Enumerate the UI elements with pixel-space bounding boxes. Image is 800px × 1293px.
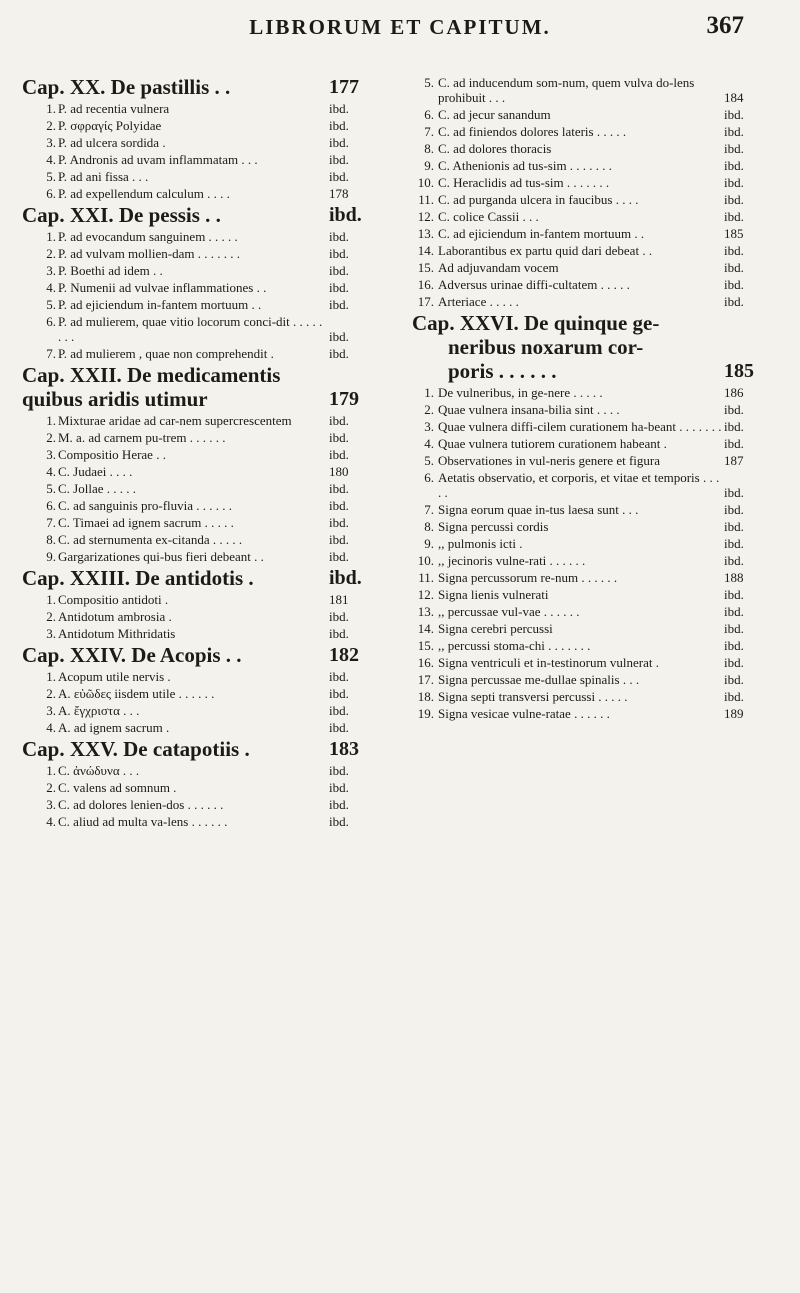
entry-text: Gargarizationes qui-bus fieri debeant . . (58, 549, 264, 564)
page-reference: 177 (329, 76, 359, 98)
entry-text: C. ad inducendum som-num, quem vulva do-lens prohibuit . . . (438, 75, 695, 105)
entry-number: 2. (46, 686, 56, 701)
index-entry (22, 229, 387, 244)
entry-text: C. ad jecur sanandum (438, 107, 551, 122)
entry-number: 2. (424, 402, 434, 417)
index-entry (412, 158, 782, 173)
index-entry (412, 141, 782, 156)
entry-text: P. ad ani fissa . . . (58, 169, 149, 184)
entry-text: ,, pulmonis icti . (438, 536, 523, 551)
page-reference: ibd. (329, 703, 349, 718)
index-entry (22, 797, 387, 812)
page-reference: ibd. (329, 297, 349, 312)
entry-text: C. ἀνώδυνα . . . (58, 763, 140, 778)
entry-text: P. σφραγίς Polyidae (58, 118, 162, 133)
page-reference: ibd. (329, 135, 349, 150)
entry-text: Compositio antidoti . (58, 592, 169, 607)
page-reference: ibd. (724, 419, 744, 434)
page-reference: ibd. (724, 243, 744, 258)
entry-text: Signa cerebri percussi (438, 621, 553, 636)
page-reference: ibd. (329, 152, 349, 167)
page-reference: ibd. (329, 515, 349, 530)
page-reference: ibd. (329, 626, 349, 641)
index-entry (412, 277, 782, 292)
index-entry (22, 186, 387, 201)
page-reference: ibd. (329, 609, 349, 624)
entry-text: C. aliud ad multa va-lens . . . . . . (58, 814, 228, 829)
entry-number: 17. (417, 294, 434, 309)
index-entry (22, 592, 387, 607)
page-reference: ibd. (329, 686, 349, 701)
page-reference: ibd. (329, 498, 349, 513)
entry-number: 3. (46, 447, 56, 462)
entry-text: P. ad mulierem , quae non comprehendit . (58, 346, 274, 361)
chapter-title: Cap. XX. De pastillis . . (22, 75, 231, 99)
page-reference: ibd. (329, 169, 349, 184)
page-reference: ibd. (329, 118, 349, 133)
entry-text: Quae vulnera tutiorem curationem habeant . (438, 436, 667, 451)
page-reference: ibd. (329, 797, 349, 812)
entry-number: 9. (424, 536, 434, 551)
page-reference: ibd. (329, 567, 362, 589)
page-reference: ibd. (724, 260, 744, 275)
entry-number: 3. (46, 626, 56, 641)
entry-number: 14. (417, 243, 434, 258)
page-reference: ibd. (329, 720, 349, 735)
entry-text: Mixturae aridae ad car-nem supercrescentem (58, 413, 292, 428)
entry-number: 13. (417, 226, 434, 241)
page-reference: 184 (724, 90, 744, 105)
entry-number: 8. (424, 141, 434, 156)
entry-number: 5. (424, 453, 434, 468)
entry-text: Antidotum ambrosia . (58, 609, 172, 624)
entry-number: 6. (46, 186, 56, 201)
page-reference: ibd. (724, 485, 744, 500)
page-reference: ibd. (724, 175, 744, 190)
page-reference: ibd. (724, 107, 744, 122)
entry-text: C. Athenionis ad tus-sim . . . . . . . (438, 158, 613, 173)
entry-number: 2. (46, 246, 56, 261)
entry-text: Ad adjuvandam vocem (438, 260, 559, 275)
index-entry (412, 453, 782, 468)
page-reference: ibd. (329, 447, 349, 462)
chapter-heading (22, 363, 387, 411)
entry-text: De vulneribus, in ge-nere . . . . . (438, 385, 603, 400)
index-entry (412, 124, 782, 139)
chapter-heading (22, 737, 387, 761)
entry-text: Signa eorum quae in-tus laesa sunt . . . (438, 502, 639, 517)
entry-number: 7. (46, 346, 56, 361)
index-entry (22, 780, 387, 795)
page-reference: ibd. (724, 277, 744, 292)
index-entry (412, 604, 782, 619)
entry-number: 5. (46, 297, 56, 312)
running-header: LIBRORUM ET CAPITUM. (249, 15, 551, 39)
page-reference: ibd. (724, 655, 744, 670)
entry-number: 5. (46, 481, 56, 496)
index-entry (412, 519, 782, 534)
entry-number: 16. (417, 277, 434, 292)
page-reference: ibd. (329, 280, 349, 295)
index-entry (412, 243, 782, 258)
entry-number: 17. (417, 672, 434, 687)
entry-number: 5. (46, 169, 56, 184)
page-reference: 181 (329, 592, 349, 607)
entry-text: A. ἔγχριστα . . . (58, 703, 140, 718)
entry-number: 7. (46, 515, 56, 530)
entry-text: Quae vulnera diffi-cilem curationem ha-beant . . . . . . . (438, 419, 722, 434)
entry-number: 4. (424, 436, 434, 451)
entry-text: Arteriace . . . . . (438, 294, 519, 309)
entry-text: C. valens ad somnum . (58, 780, 177, 795)
entry-text: C. ad purganda ulcera in faucibus . . . . (438, 192, 639, 207)
entry-number: 4. (46, 464, 56, 479)
page-reference: ibd. (329, 101, 349, 116)
index-entry (412, 294, 782, 309)
page-reference: ibd. (329, 346, 349, 361)
chapter-title: Cap. XXIII. De antidotis . (22, 566, 254, 590)
page-reference: ibd. (724, 141, 744, 156)
entry-text: C. Timaei ad ignem sacrum . . . . . (58, 515, 234, 530)
page-reference: ibd. (329, 763, 349, 778)
index-entry (22, 549, 387, 564)
page-reference: 182 (329, 644, 359, 666)
page-reference: ibd. (724, 209, 744, 224)
index-entry (22, 169, 387, 184)
entry-text: C. ad sanguinis pro-fluvia . . . . . . (58, 498, 233, 513)
entry-text: C. Judaei . . . . (58, 464, 133, 479)
page-reference: ibd. (724, 192, 744, 207)
entry-number: 7. (424, 124, 434, 139)
page-reference: ibd. (724, 402, 744, 417)
entry-number: 3. (46, 703, 56, 718)
entry-text: C. ad finiendos dolores lateris . . . . . (438, 124, 627, 139)
entry-text: ,, percussae vul-vae . . . . . . (438, 604, 580, 619)
index-entry (412, 192, 782, 207)
page-reference: ibd. (724, 672, 744, 687)
page-reference: ibd. (329, 780, 349, 795)
index-entry (412, 175, 782, 190)
entry-text: Antidotum Mithridatis (58, 626, 176, 641)
entry-text: Adversus urinae diffi-cultatem . . . . . (438, 277, 630, 292)
index-entry (412, 536, 782, 551)
chapter-heading (22, 203, 387, 227)
page-reference: ibd. (724, 436, 744, 451)
entry-number: 3. (424, 419, 434, 434)
entry-number: 1. (46, 669, 56, 684)
index-entry (412, 260, 782, 275)
entry-text: P. ad evocandum sanguinem . . . . . (58, 229, 238, 244)
page-reference: 178 (329, 186, 349, 201)
index-entry (22, 118, 387, 133)
index-entry (22, 246, 387, 261)
chapter-title-continued: poris . . . . . . (448, 359, 557, 383)
entry-number: 2. (46, 118, 56, 133)
entry-number: 1. (46, 592, 56, 607)
chapter-title: Cap. XXII. De medicamentis quibus aridis utimur (22, 363, 281, 411)
entry-text: Compositio Herae . . (58, 447, 166, 462)
index-entry (412, 638, 782, 653)
entry-text: C. ad dolores thoracis (438, 141, 552, 156)
page-reference: 187 (724, 453, 744, 468)
entry-number: 3. (46, 263, 56, 278)
entry-number: 9. (46, 549, 56, 564)
index-column-right (412, 73, 782, 723)
page-reference: ibd. (724, 519, 744, 534)
entry-number: 8. (424, 519, 434, 534)
entry-number: 3. (46, 797, 56, 812)
page-reference: ibd. (724, 536, 744, 551)
index-entry (412, 502, 782, 517)
index-entry (412, 570, 782, 585)
entry-text: C. ad ejiciendum in-fantem mortuum . . (438, 226, 645, 241)
chapter-title: Cap. XXVI. De quinque ge- (412, 311, 660, 335)
index-entry (22, 669, 387, 684)
index-entry (412, 689, 782, 704)
index-column-left (22, 73, 387, 831)
entry-number: 2. (46, 780, 56, 795)
entry-number: 11. (418, 570, 434, 585)
index-entry (22, 464, 387, 479)
page-number: 367 (706, 12, 744, 39)
index-entry (22, 430, 387, 445)
index-entry (412, 107, 782, 122)
entry-text: ,, percussi stoma-chi . . . . . . . (438, 638, 591, 653)
entry-text: P. Numenii ad vulvae inflammationes . . (58, 280, 267, 295)
entry-text: C. Jollae . . . . . (58, 481, 136, 496)
entry-text: C. colice Cassii . . . (438, 209, 539, 224)
entry-number: 4. (46, 720, 56, 735)
entry-number: 1. (46, 413, 56, 428)
index-entry (22, 498, 387, 513)
entry-text: Signa ventriculi et in-testinorum vulnerat . (438, 655, 659, 670)
index-entry (22, 263, 387, 278)
entry-text: P. ad recentia vulnera (58, 101, 170, 116)
index-entry (22, 626, 387, 641)
index-entry (412, 672, 782, 687)
page-reference: ibd. (329, 229, 349, 244)
entry-number: 6. (424, 107, 434, 122)
entry-text: Laborantibus ex partu quid dari debeat . . (438, 243, 653, 258)
index-entry (22, 763, 387, 778)
entry-number: 12. (417, 587, 434, 602)
index-entry (22, 152, 387, 167)
index-entry (22, 447, 387, 462)
page-reference: ibd. (329, 263, 349, 278)
page-reference: ibd. (329, 430, 349, 445)
entry-text: C. Heraclidis ad tus-sim . . . . . . . (438, 175, 610, 190)
index-entry (412, 470, 782, 500)
page-reference: ibd. (724, 158, 744, 173)
page-reference: 180 (329, 464, 349, 479)
index-entry (22, 314, 387, 344)
chapter-title: Cap. XXIV. De Acopis . . (22, 643, 242, 667)
entry-text: ,, jecinoris vulne-rati . . . . . . (438, 553, 586, 568)
entry-text: Signa lienis vulnerati (438, 587, 549, 602)
index-entry (22, 686, 387, 701)
index-entry (412, 655, 782, 670)
entry-text: Acopum utile nervis . (58, 669, 171, 684)
index-entry (22, 515, 387, 530)
entry-text: P. ad ejiciendum in-fantem mortuum . . (58, 297, 262, 312)
entry-number: 18. (417, 689, 434, 704)
entry-text: P. ad mulierem, quae vitio locorum conci-dit . . . . . . . . (58, 314, 323, 344)
entry-number: 13. (417, 604, 434, 619)
index-entry (22, 135, 387, 150)
index-entry (412, 587, 782, 602)
entry-number: 7. (424, 502, 434, 517)
entry-number: 6. (46, 314, 56, 329)
index-entry (412, 419, 782, 434)
page-reference: ibd. (724, 294, 744, 309)
index-entry (412, 385, 782, 400)
entry-number: 1. (46, 763, 56, 778)
index-entry (22, 280, 387, 295)
index-entry (22, 814, 387, 829)
entry-number: 9. (424, 158, 434, 173)
entry-number: 15. (417, 260, 434, 275)
entry-number: 6. (46, 498, 56, 513)
entry-number: 2. (46, 430, 56, 445)
page-reference: ibd. (724, 553, 744, 568)
entry-text: Aetatis observatio, et corporis, et vitae et temporis . . . . . (438, 470, 720, 500)
entry-text: Quae vulnera insana-bilia sint . . . . (438, 402, 620, 417)
entry-number: 1. (46, 229, 56, 244)
page-reference: ibd. (329, 481, 349, 496)
entry-number: 12. (417, 209, 434, 224)
index-entry (22, 720, 387, 735)
chapter-title: Cap. XXV. De catapotiis . (22, 737, 250, 761)
entry-number: 4. (46, 814, 56, 829)
chapter-heading (22, 566, 387, 590)
page-reference: ibd. (724, 502, 744, 517)
entry-number: 2. (46, 609, 56, 624)
index-entry (412, 209, 782, 224)
page-reference: ibd. (724, 621, 744, 636)
index-entry (22, 297, 387, 312)
entry-number: 4. (46, 280, 56, 295)
page-reference: ibd. (724, 604, 744, 619)
index-entry (22, 481, 387, 496)
page-reference: ibd. (329, 246, 349, 261)
chapter-title-continued: neribus noxarum cor- (448, 335, 644, 359)
entry-text: P. ad ulcera sordida . (58, 135, 166, 150)
page-reference: 188 (724, 570, 744, 585)
index-entry (412, 706, 782, 721)
entry-text: P. ad expellendum calculum . . . . (58, 186, 230, 201)
page-reference: ibd. (329, 329, 349, 344)
page-reference: 183 (329, 738, 359, 760)
page-reference: ibd. (724, 689, 744, 704)
entry-text: Signa septi transversi percussi . . . . . (438, 689, 628, 704)
index-entry (22, 532, 387, 547)
entry-number: 11. (418, 192, 434, 207)
entry-text: A. εὐῶδες iisdem utile . . . . . . (58, 686, 215, 701)
entry-text: Signa percussae me-dullae spinalis . . . (438, 672, 640, 687)
entry-number: 10. (417, 553, 434, 568)
entry-text: Signa vesicae vulne-ratae . . . . . . (438, 706, 610, 721)
index-entry (412, 553, 782, 568)
entry-text: P. ad vulvam mollien-dam . . . . . . . (58, 246, 240, 261)
entry-number: 3. (46, 135, 56, 150)
page-reference: 189 (724, 706, 744, 721)
index-entry (22, 703, 387, 718)
chapter-heading (22, 643, 387, 667)
page-reference: ibd. (329, 413, 349, 428)
page-reference: ibd. (329, 669, 349, 684)
page-reference: ibd. (329, 532, 349, 547)
page-reference: ibd. (724, 124, 744, 139)
chapter-heading (412, 311, 782, 383)
index-entry (412, 402, 782, 417)
entry-number: 5. (424, 75, 434, 90)
page-reference: 185 (724, 360, 754, 382)
page-reference: 186 (724, 385, 744, 400)
entry-text: A. ad ignem sacrum . (58, 720, 170, 735)
entry-number: 6. (424, 470, 434, 485)
page-reference: 179 (329, 388, 359, 410)
entry-number: 1. (46, 101, 56, 116)
entry-number: 8. (46, 532, 56, 547)
entry-number: 15. (417, 638, 434, 653)
entry-text: P. Boethi ad idem . . (58, 263, 163, 278)
index-entry (22, 413, 387, 428)
entry-number: 14. (417, 621, 434, 636)
page-reference: ibd. (724, 587, 744, 602)
entry-text: C. ad dolores lenien-dos . . . . . . (58, 797, 224, 812)
entry-number: 16. (417, 655, 434, 670)
entry-text: M. a. ad carnem pu-trem . . . . . . (58, 430, 226, 445)
index-entry (22, 609, 387, 624)
page-reference: ibd. (329, 814, 349, 829)
entry-text: P. Andronis ad uvam inflammatam . . . (58, 152, 258, 167)
entry-number: 4. (46, 152, 56, 167)
page-reference: 185 (724, 226, 744, 241)
entry-number: 10. (417, 175, 434, 190)
chapter-title: Cap. XXI. De pessis . . (22, 203, 221, 227)
page-reference: ibd. (724, 638, 744, 653)
index-entry (22, 101, 387, 116)
entry-text: Signa percussi cordis (438, 519, 549, 534)
index-entry (412, 75, 782, 105)
chapter-heading (22, 75, 387, 99)
index-entry (412, 621, 782, 636)
entry-text: C. ad sternumenta ex-citanda . . . . . (58, 532, 243, 547)
page-reference: ibd. (329, 549, 349, 564)
entry-text: Signa percussorum re-num . . . . . . (438, 570, 618, 585)
index-entry (22, 346, 387, 361)
entry-number: 19. (417, 706, 434, 721)
index-entry (412, 436, 782, 451)
page-reference: ibd. (329, 204, 362, 226)
index-entry (412, 226, 782, 241)
entry-text: Observationes in vul-neris genere et figura (438, 453, 661, 468)
entry-number: 1. (424, 385, 434, 400)
